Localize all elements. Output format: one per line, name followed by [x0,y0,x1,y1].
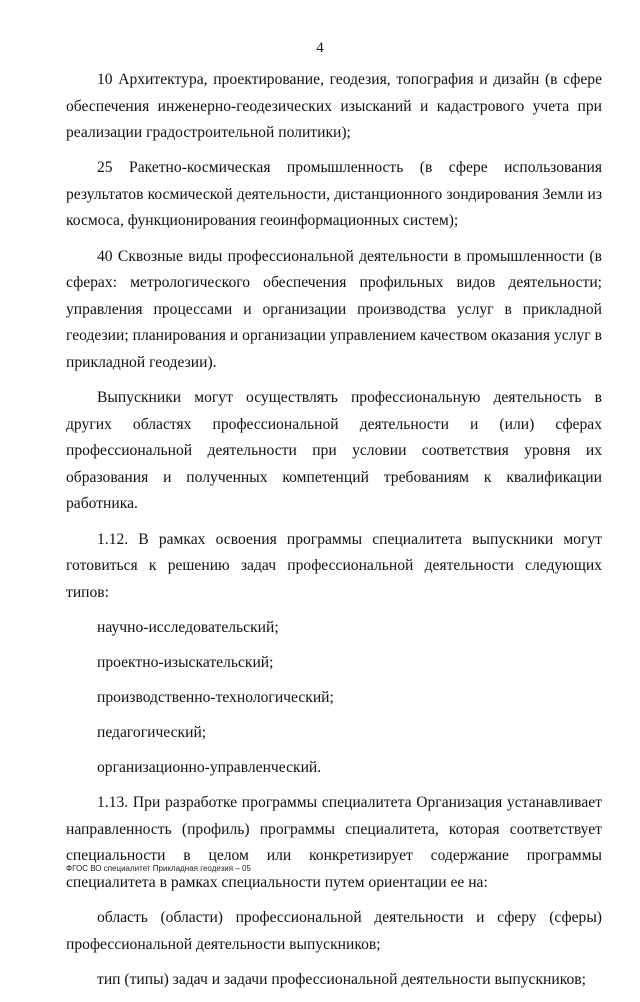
page-number: 4 [316,40,324,56]
paragraph-orientation-type: тип (типы) задач и задачи профессиональной деятельности выпускников; [97,970,586,988]
task-type-item: проектно-изыскательский; [97,653,274,671]
page-footer: ФГОС ВО специалитет Прикладная геодезия – 05 [66,864,251,873]
paragraph-1-12: 1.12. В рамках освоения программы специалитета выпускники могут готовиться к решению задач профессиональной деятельности следующих типов: [66,530,602,601]
paragraph-area-25: 25 Ракетно-космическая промышленность (в сфере использования результатов космической деятельности, дистанционного зондирования Земли из космоса, функционирования геоинформационных систем); [66,159,602,230]
document-body [66,67,602,1002]
task-type-item: научно-исследовательский; [97,618,279,636]
task-type-item: производственно-технологический; [97,688,334,706]
task-type-item: организационно-управленческий. [97,759,322,777]
paragraph-orientation-area: область (области) профессиональной деятельности и сферу (сферы) профессиональной деятельности выпускников; [66,909,602,953]
paragraph-other-areas: Выпускники могут осуществлять профессиональную деятельность в других областях профессиональной деятельности и (или) сферах профессиональной деятельности при условии соответствия уровня их образования и полученных компетенций требованиям к квалификации работника. [66,389,602,513]
paragraph-area-10: 10 Архитектура, проектирование, геодезия, топография и дизайн (в сфере обеспечения инженерно-геодезических изысканий и кадастрового учета при реализации градостроительной политики); [66,71,602,142]
task-type-item: педагогический; [97,724,207,742]
paragraph-area-40: 40 Сквозные виды профессиональной деятельности в промышленности (в сферах: метрологического обеспечения профильных видов деятельности; управления процессами и организации производства услуг в прикладной геодезии; планирования и организации управлением качеством оказания услуг в прикладной геодезии). [66,247,602,371]
paragraph-1-13: 1.13. При разработке программы специалитета Организация устанавливает направленность (профиль) программы специалитета, которая соответствует специальности в целом или конкретизирует содержание программы специалитета в рамках специальности путем ориентации ее на: [66,794,602,892]
